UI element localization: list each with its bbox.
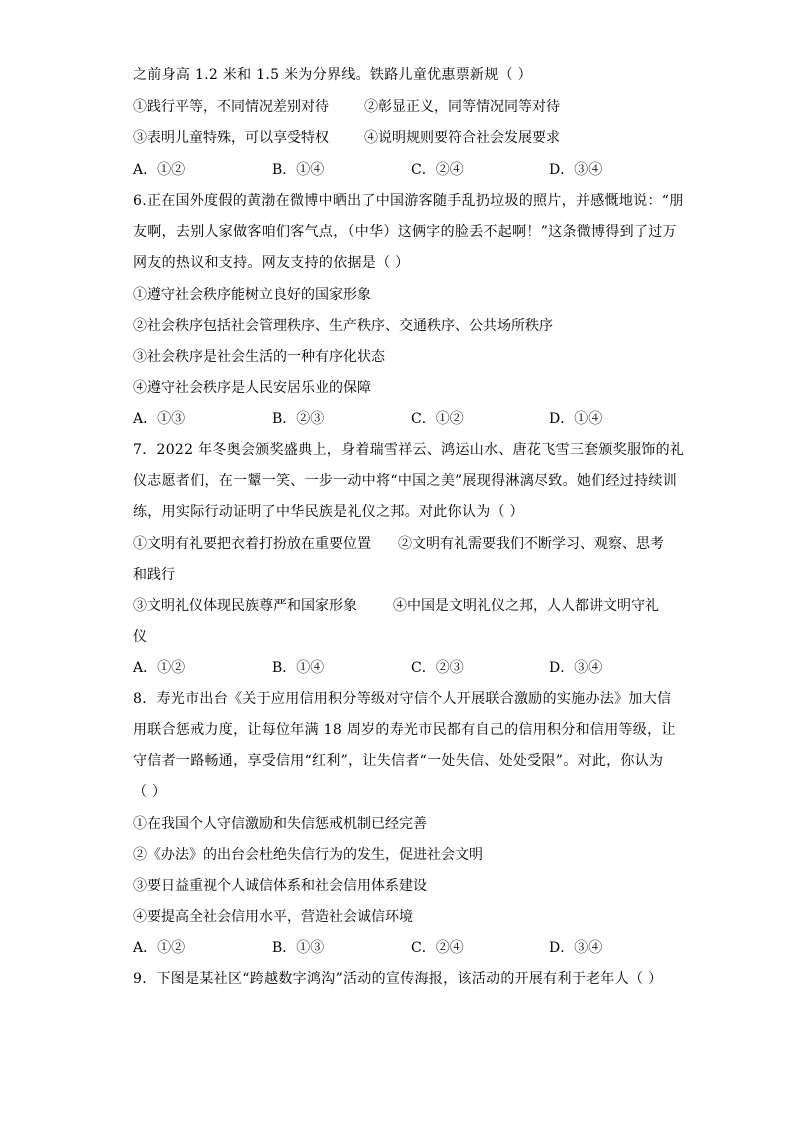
answer-choice-b: B．①④ bbox=[272, 162, 325, 178]
answer-choice-c: C．②③ bbox=[411, 660, 464, 676]
question-stem-line: 9．下图是某社区“跨越数字鸿沟”活动的宣传海报，该活动的开展有利于老年人（ ） bbox=[133, 971, 663, 987]
option-1: ①践行平等，不同情况差别对待 bbox=[133, 99, 329, 115]
option-2: ②《办法》的出台会杜绝失信行为的发生，促进社会文明 bbox=[133, 847, 483, 863]
question-stem-line: 友啊，去别人家做客咱们客气点，（中华）这俩字的脸丢不起啊！”这条微博得到了过万 bbox=[133, 224, 677, 240]
question-stem-line: 练，用实际行动证明了中华民族是礼仪之邦。对此你认为（ ） bbox=[133, 504, 524, 520]
answer-choice-d: D．③④ bbox=[549, 162, 603, 178]
option-2: ②文明有礼需要我们不断学习、观察、思考 bbox=[398, 536, 664, 552]
answer-choice-c: C．②④ bbox=[411, 162, 464, 178]
question-stem-line: 守信者一路畅通，享受信用“红利”，让失信者“一处失信、处处受限”。对此，你认为 bbox=[133, 753, 664, 769]
answer-choice-d: D．③④ bbox=[549, 940, 603, 956]
question-stem-line: 8．寿光市出台《关于应用信用积分等级对守信个人开展联合激励的实施办法》加大信 bbox=[133, 691, 672, 707]
answer-choice-c: C．①② bbox=[411, 411, 464, 427]
option-1: ①文明有礼要把衣着打扮放在重要位置 bbox=[133, 536, 371, 552]
question-stem-line: 之前身高 1.2 米和 1.5 米为分界线。铁路儿童优惠票新规（ ） bbox=[133, 67, 532, 83]
answer-choice-a: A．①② bbox=[133, 162, 186, 178]
answer-choice-d: D．①④ bbox=[549, 411, 603, 427]
option-4: ④遵守社会秩序是人民安居乐业的保障 bbox=[133, 380, 371, 396]
option-4: ④中国是文明礼仪之邦，人人都讲文明守礼 bbox=[393, 598, 659, 614]
answer-choice-a: A．①② bbox=[133, 940, 186, 956]
option-3: ③表明儿童特殊，可以享受特权 bbox=[133, 130, 329, 146]
option-1: ①在我国个人守信激励和失信惩戒机制已经完善 bbox=[133, 816, 427, 832]
question-stem-line: 7．2022 年冬奥会颁奖盛典上，身着瑞雪祥云、鸿运山水、唐花飞雪三套颁奖服饰的礼 bbox=[133, 442, 685, 458]
question-stem-line: 仪志愿者们，在一颦一笑、一步一动中将“中国之美”展现得淋漓尽致。她们经过持续训 bbox=[133, 473, 678, 489]
answer-choice-a: A．①② bbox=[133, 660, 186, 676]
question-stem-line: 网友的热议和支持。网友支持的依据是（ ） bbox=[133, 255, 410, 271]
question-stem-line: 用联合惩戒力度，让每位年满 18 周岁的寿光市民都有自己的信用积分和信用等级，让 bbox=[133, 722, 676, 738]
answer-choice-c: C．②④ bbox=[411, 940, 464, 956]
option-3: ③要日益重视个人诚信体系和社会信用体系建设 bbox=[133, 878, 427, 894]
answer-choice-b: B．①③ bbox=[272, 940, 325, 956]
answer-choice-b: B．①④ bbox=[272, 660, 325, 676]
option-1: ①遵守社会秩序能树立良好的国家形象 bbox=[133, 287, 371, 303]
option-3: ③社会秩序是社会生活的一种有序化状态 bbox=[133, 349, 385, 365]
answer-choice-d: D．③④ bbox=[549, 660, 603, 676]
answer-choice-a: A．①③ bbox=[133, 411, 186, 427]
option-4: ④说明规则要符合社会发展要求 bbox=[364, 130, 560, 146]
option-4-continued: 仪 bbox=[133, 629, 147, 645]
question-stem-line: （ ） bbox=[133, 784, 167, 800]
option-2: ②社会秩序包括社会管理秩序、生产秩序、交通秩序、公共场所秩序 bbox=[133, 318, 553, 334]
option-4: ④要提高全社会信用水平，营造社会诚信环境 bbox=[133, 909, 413, 925]
option-2-continued: 和践行 bbox=[133, 567, 175, 583]
answer-choice-b: B．②③ bbox=[272, 411, 325, 427]
question-stem-line: 6.正在国外度假的黄渤在微博中晒出了中国游客随手乱扔垃圾的照片，并感慨地说：“朋 bbox=[133, 193, 684, 209]
option-2: ②彰显正义，同等情况同等对待 bbox=[364, 99, 560, 115]
option-3: ③文明礼仪体现民族尊严和国家形象 bbox=[133, 598, 357, 614]
